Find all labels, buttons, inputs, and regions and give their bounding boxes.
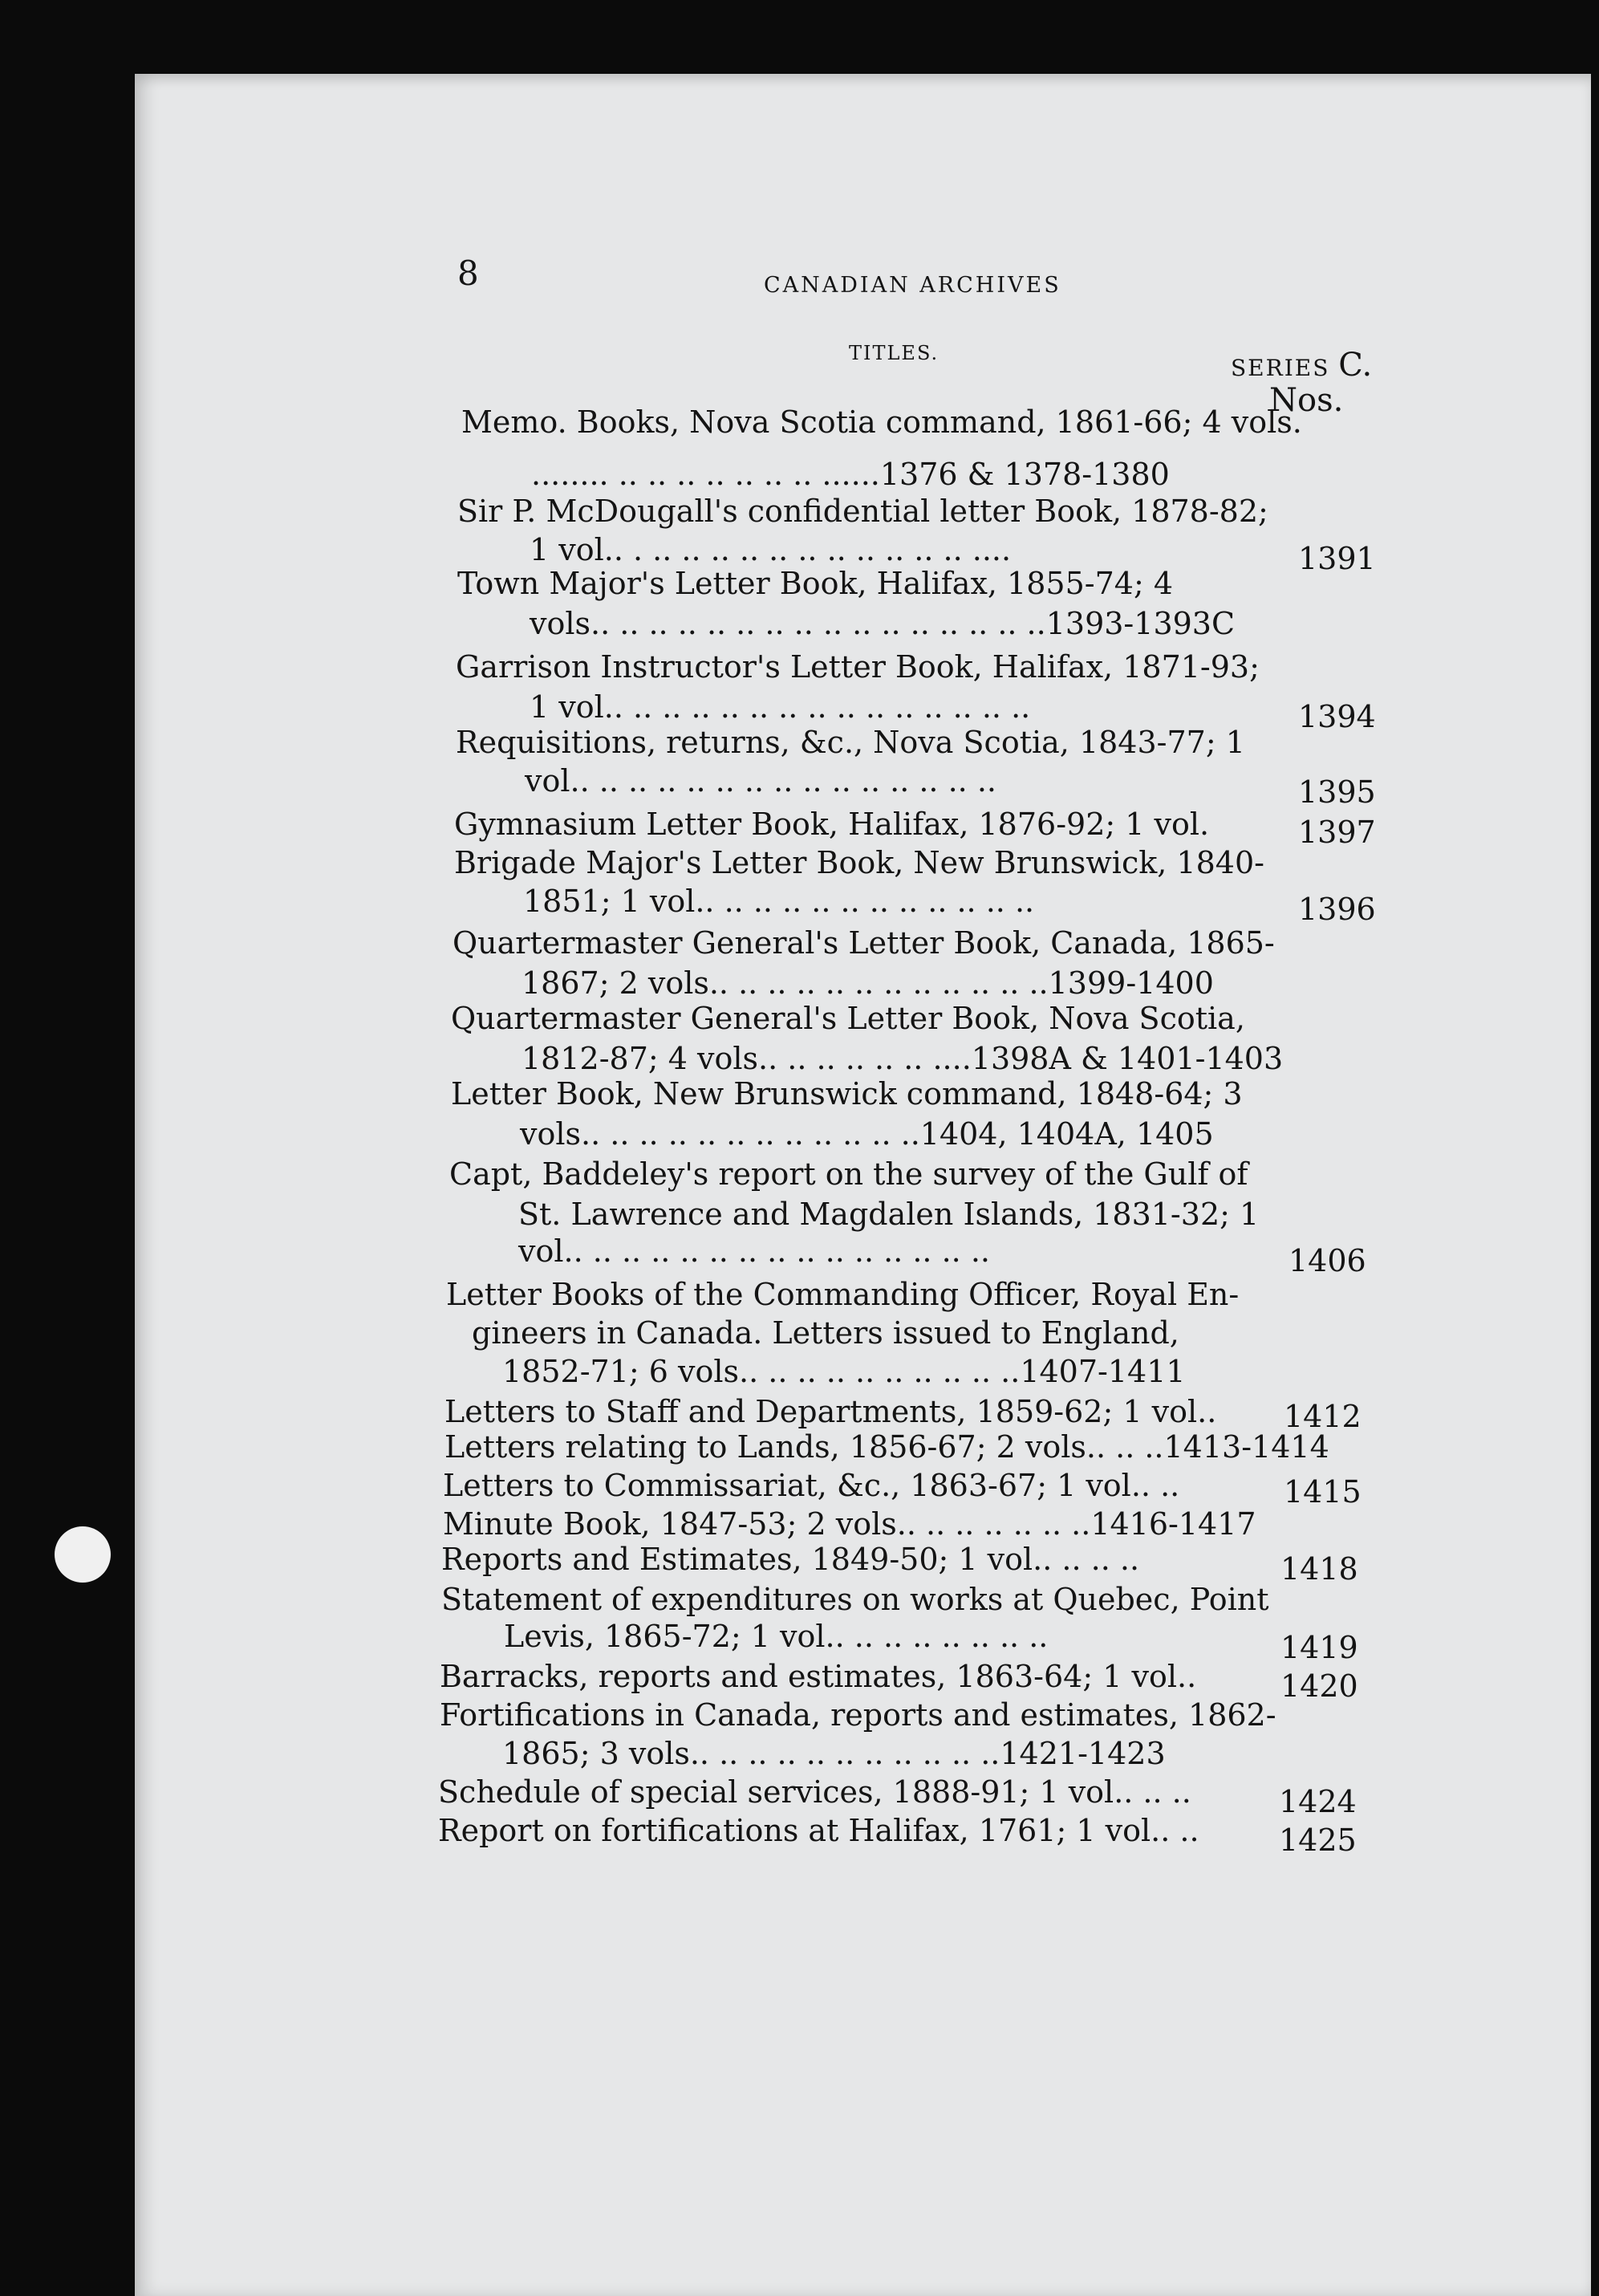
entry-leader-line: 1867; 2 vols.. .. .. .. .. .. .. .. .. .. .. ..1399-1400 [522,965,1214,1001]
entry-number: 1420 [1280,1668,1358,1704]
entry-title-line: Brigade Major's Letter Book, New Brunswick, 1840- [454,845,1264,880]
series-letter: C. [1338,347,1373,384]
entry-title-line: Town Major's Letter Book, Halifax, 1855-74; 4 [457,566,1173,601]
entry-leader-line: 1851; 1 vol.. .. .. .. .. .. .. .. .. .. .. .. [523,884,1035,919]
entry-title-line: Barracks, reports and estimates, 1863-64; 1 vol.. [440,1659,1197,1694]
entry-number: 1419 [1280,1630,1358,1665]
entry-title-line: gineers in Canada. Letters issued to England, [472,1315,1179,1351]
entry-title-line: Sir P. McDougall's confidential letter Book, 1878-82; [457,494,1268,529]
entry-title-line: Gymnasium Letter Book, Halifax, 1876-92; 1 vol. [454,807,1210,842]
entry-title-line: Quartermaster General's Letter Book, Nova Scotia, [451,1001,1245,1036]
paper-speck [55,1526,111,1583]
entry-number: 1391 [1298,541,1376,576]
entry-number: 1415 [1284,1474,1362,1510]
entry-number: 1418 [1280,1551,1358,1587]
entry-title-line: Quartermaster General's Letter Book, Canada, 1865- [453,925,1275,961]
series-label: SERIES [1231,355,1330,381]
entry-number: 1394 [1298,699,1376,734]
entry-title-line: Letter Book, New Brunswick command, 1848-64; 3 [451,1076,1243,1111]
entry-leader-line: 1 vol.. . .. .. .. .. .. .. .. .. .. .. .. .... [530,532,1012,567]
entry-leader-line: 1 vol.. .. .. .. .. .. .. .. .. .. .. .. .. .. .. [530,689,1031,725]
entry-leader-line: vols.. .. .. .. .. .. .. .. .. .. .. .. .. .. .. ..1393-1393C [530,606,1236,641]
entry-title-line: St. Lawrence and Magdalen Islands, 1831-32; 1 [518,1197,1260,1232]
entry-leader-line: 1852-71; 6 vols.. .. .. .. .. .. .. .. .. ..1407-1411 [502,1354,1186,1389]
entry-title-line: Requisitions, returns, &c., Nova Scotia, 1843-77; 1 [456,725,1245,760]
entry-title-line: Reports and Estimates, 1849-50; 1 vol.. .. .. .. [441,1542,1140,1577]
entry-title-line: Garrison Instructor's Letter Book, Halifax, 1871-93; [456,649,1260,685]
entry-leader-line: vol.. .. .. .. .. .. .. .. .. .. .. .. .. .. .. [525,763,996,799]
entry-leader-line: 1865; 3 vols.. .. .. .. .. .. .. .. .. .. ..1421-1423 [502,1736,1166,1771]
entry-leader-line: ........ .. .. .. .. .. .. .. ......1376 & 1378-1380 [531,457,1170,492]
entry-number: 1395 [1298,774,1376,810]
entry-number: 1397 [1298,815,1376,850]
entry-title-line: Letters relating to Lands, 1856-67; 2 vols.. .. ..1413-1414 [444,1429,1329,1465]
series-heading [1231,347,1372,384]
entry-number: 1412 [1284,1399,1362,1434]
numbers-heading: Nos. [1269,382,1344,419]
entry-leader-line: vol.. .. .. .. .. .. .. .. .. .. .. .. .. .. .. [518,1233,990,1269]
entry-title-line: Fortifications in Canada, reports and estimates, 1862- [440,1697,1276,1733]
entry-number: 1425 [1279,1823,1357,1858]
entry-title-line: Letters to Commissariat, &c., 1863-67; 1 vol.. .. [443,1468,1180,1503]
entry-title-line: Report on fortifications at Halifax, 1761; 1 vol.. .. [438,1813,1199,1848]
entry-title-line: Capt, Baddeley's report on the survey of the Gulf of [449,1156,1248,1192]
entry-title-line: Memo. Books, Nova Scotia command, 1861-66; 4 vols. [461,404,1302,440]
entry-number: 1424 [1279,1784,1357,1819]
entry-title-line: Letters to Staff and Departments, 1859-62; 1 vol.. [444,1394,1217,1429]
entry-number: 1406 [1289,1243,1366,1278]
entry-number: 1396 [1298,892,1376,927]
running-head: CANADIAN ARCHIVES [764,273,1061,298]
entry-title-line: Schedule of special services, 1888-91; 1 vol.. .. .. [438,1774,1191,1810]
entry-leader-line: vols.. .. .. .. .. .. .. .. .. .. .. ..1404, 1404A, 1405 [520,1116,1214,1152]
titles-heading: TITLES. [849,342,940,364]
entry-title-line: Statement of expenditures on works at Quebec, Point [441,1582,1269,1617]
page-number: 8 [457,254,479,293]
entry-title-line: Minute Book, 1847-53; 2 vols.. .. .. .. .. .. ..1416-1417 [443,1506,1256,1542]
entry-leader-line: Levis, 1865-72; 1 vol.. .. .. .. .. .. .. .. [504,1619,1049,1654]
entry-title-line: Letter Books of the Commanding Officer, Royal En- [446,1277,1240,1312]
entry-leader-line: 1812-87; 4 vols.. .. .. .. .. .. ....1398A & 1401-1403 [522,1041,1284,1076]
